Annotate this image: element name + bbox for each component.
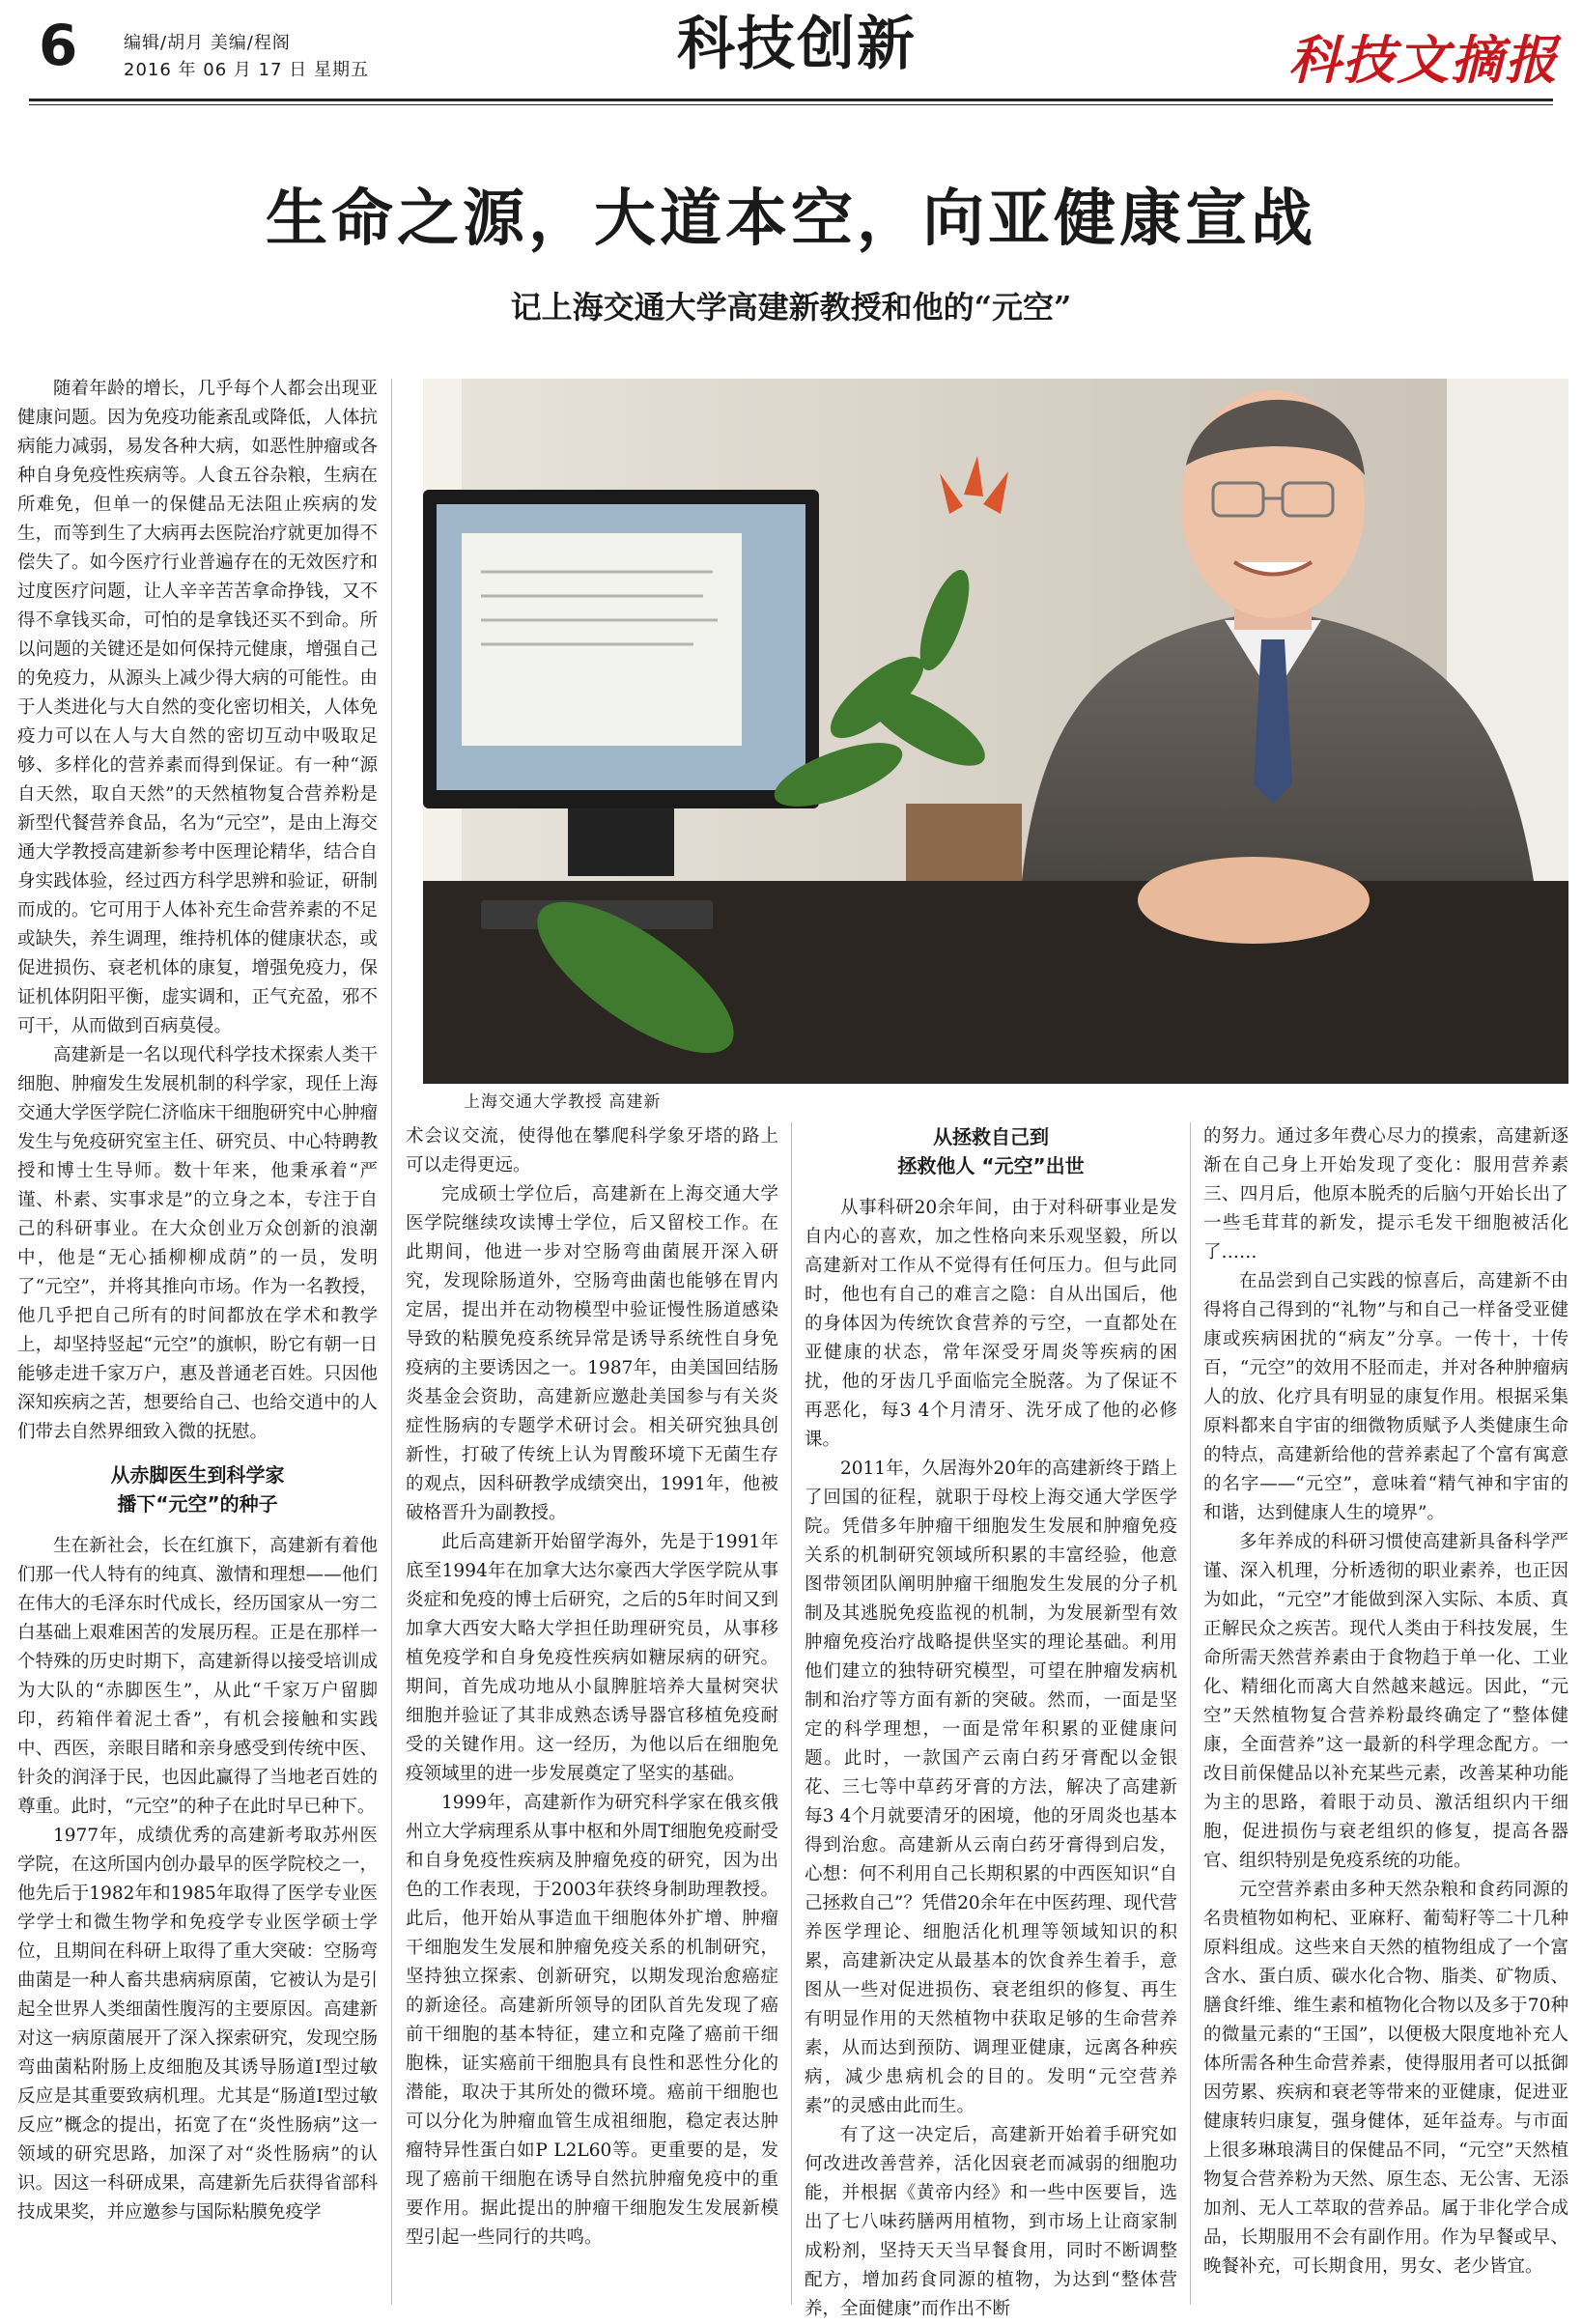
section-title: 科技创新 bbox=[677, 11, 917, 78]
column-divider bbox=[791, 1122, 792, 2305]
photo-caption: 上海交通大学教授 高建新 bbox=[464, 1092, 662, 1112]
article-subheadline: 记上海交通大学高建新教授和他的“元空” bbox=[510, 289, 1072, 326]
section-heading bbox=[17, 1460, 378, 1518]
paragraph: 有了这一决定后，高建新开始着手研究如何改进改善营养，活化因衰老而减弱的细胞功能，并根据《黄帝内经》和一些中医要旨，选出了七八味药膳两用植物，到市场上让商家制成粉剂，坚持天天当早餐食用，同时不断调整配方，增加药食同源的植物，为达到“整体营养，全面健康”而作出不断 bbox=[805, 2125, 1177, 2319]
header-rule bbox=[29, 99, 1553, 101]
header-rule-thin bbox=[29, 104, 1553, 105]
paragraph: 高建新是一名以现代科学技术探索人类干细胞、肿瘤发生发展机制的科学家，现任上海交通大学医学院仁济临床干细胞研究中心肿瘤发生与免疫研究室主任、研究员、中心特聘教授和博士生导师。数十年来，他秉承着“严谨、朴素、实事求是”的立身之本，专注于自己的科研事业。在大众创业万众创新的浪潮中，他是“无心插柳柳成荫”的一员，发明了“元空”，并将其推向市场。作为一名教授，他几乎把自己所有的时间都放在学术和教学上，却坚持竖起“元空”的旗帜，盼它有朝一日能够走进千家万户，惠及普通老百姓。只因他深知疾病之苦，想要给自己、也给交逍中的人们带去自然界细致入微的抚慰。 bbox=[17, 1045, 378, 1442]
article-photo bbox=[423, 379, 1568, 1084]
paragraph: 1999年，高建新作为研究科学家在俄亥俄州立大学病理系从事中枢和外周T细胞免疫耐受和自身免疫性疾病及肿瘤免疫的研究，因为出色的工作表现，于2003年获终身制助理教授。此后，他开始从事造血干细胞体外扩增、肿瘤干细胞发生发展和肿瘤免疫关系的机制研究，坚持独立探索、创新研究，以期发现治愈癌症的新途径。高建新所领导的团队首先发现了癌前干细胞的基本特征，建立和克隆了癌前干细胞株，证实癌前干细胞具有良性和恶性分化的潜能，取决于其所处的微环境。癌前干细胞也可以分化为肿瘤血管生成祖细胞，稳定表达肿瘤特异性蛋白如P L2L60等。更重要的是，发现了癌前干细胞在诱导自然抗肿瘤免疫中的重要作用。据此提出的肿瘤干细胞发生发展新模型引起一些同行的共鸣。 bbox=[406, 1793, 778, 2248]
paragraph: 完成硕士学位后，高建新在上海交通大学医学院继续攻读博士学位，后又留校工作。在此期间，他进一步对空肠弯曲菌展开深入研究，发现除肠道外，空肠弯曲菌也能够在胃内定居，提出并在动物模型中验证慢性肠道感染导致的粘膜免疫系统异常是诱导系统性自身免疫病的主要诱因之一。1987年，由美国回结肠炎基金会资助，高建新应邀赴美国参与有关炎症性肠病的专题学术研讨会。相关研究独具创新性，打破了传统上认为胃酸环境下无菌生存的观点，因科研教学成绩突出，1991年，他被破格晋升为副教授。 bbox=[406, 1184, 778, 1523]
masthead-logo: 科技文摘报 bbox=[1288, 29, 1559, 91]
paragraph: 的努力。通过多年费心尽力的摸索，高建新逐渐在自己身上开始发现了变化：服用营养素三、四月后，他原本脱秃的后脑勺开始长出了一些毛茸茸的新发，提示毛发干细胞被活化了…… bbox=[1203, 1126, 1568, 1262]
article-column-3 bbox=[805, 1122, 1177, 2319]
column-divider bbox=[391, 379, 392, 2305]
page-number: 6 bbox=[39, 13, 78, 78]
section-heading bbox=[805, 1122, 1177, 1180]
paragraph: 多年养成的科研习惯使高建新具备科学严谨、深入机理，分析透彻的职业素养，也正因为如此，“元空”才能做到深入实际、本质、真正解民众之疾苦。现代人类由于科技发展，生命所需天然营养素由于食物趋于单一化、工业化、精细化而离大自然越来越远。因此，“元空”天然植物复合营养粉最终确定了“整体健康，全面营养”这一最新的科学理念配方。一改目前保健品以补充某些元素，改善某种功能为主的思路，着眼于动员、激活组织内干细胞，促进损伤与衰老组织的修复，提高各器官、组织特别是免疫系统的功能。 bbox=[1203, 1532, 1568, 1871]
article-column-4 bbox=[1203, 1122, 1568, 2305]
date-line: 2016 年 06 月 17 日 星期五 bbox=[124, 60, 369, 80]
paragraph: 2011年，久居海外20年的高建新终于踏上了回国的征程，就职于母校上海交通大学医学院。凭借多年肿瘤干细胞发生发展和肿瘤免疫关系的机制研究领域所积累的丰富经验，他意图带领团队阐明肿瘤干细胞发生发展的分子机制及其逃脱免疫监视的机制，为发展新型有效肿瘤免疫治疗战略提供坚实的理论基础。利用他们建立的独特研究模型，可望在肿瘤发病机制和治疗等方面有新的突破。然而，一面是坚定的科学理想，一面是常年积累的亚健康问题。此时，一款国产云南白药牙膏配以金银花、三七等中草药牙膏的方法，解决了高建新每3 4个月就要清牙的困境，他的牙周炎也基本得到治愈。高建新从云南白药牙膏得到启发，心想：何不利用自己长期积累的中西医知识“自己拯救自己”？凭借20余年在中医药理、现代营养医学理论、细胞活化机理等领域知识的积累，高建新决定从最基本的饮食养生着手，意图从一些对促进损伤、衰老组织的修复、再生有明显作用的天然植物中获取足够的生命营养素，从而达到预防、调理亚健康，远离各种疾病，减少患病机会的目的。发明“元空营养素”的灵感由此而生。 bbox=[805, 1459, 1177, 2116]
column-divider bbox=[1190, 1122, 1191, 2305]
editor-line: 编辑/胡月 美编/程阁 bbox=[124, 33, 291, 53]
article-column-2 bbox=[406, 1122, 778, 2305]
article-column-1 bbox=[17, 375, 378, 2305]
paragraph: 随着年龄的增长，几乎每个人都会出现亚健康问题。因为免疫功能紊乱或降低，人体抗病能力减弱，易发各种大病，如恶性肿瘤或各种自身免疫性疾病等。人食五谷杂粮，生病在所难免，但单一的保健品无法阻止疾病的发生，而等到生了大病再去医院治疗就更加得不偿失了。如今医疗行业普遍存在的无效医疗和过度医疗问题，让人辛辛苦苦拿命挣钱，又不得不拿钱买命，可怕的是拿钱还买不到命。所以问题的关键还是如何保持元健康，增强自己的免疫力，从源头上减少得大病的可能性。由于人类进化与大自然的变化密切相关，人体免疫力可以在人与大自然的密切互动中吸取足够、多样化的营养素而得到保证。有一种“源自天然，取自天然”的天然植物复合营养粉是新型代餐营养食品，名为“元空”，是由上海交通大学教授高建新参考中医理论精华，结合自身实践体验，经过西方科学思辨和验证，研制而成的。它可用于人体补充生命营养素的不足或缺失，养生调理，维持机体的健康状态，或促进损伤、衰老机体的康复，增强免疫力，保证机体阴阳平衡，虚实调和，正气充盈，邪不可干，从而做到百病莫侵。 bbox=[17, 379, 378, 1036]
paragraph: 生在新社会，长在红旗下，高建新有着他们那一代人特有的纯真、激情和理想——他们在伟大的毛泽东时代成长，经历国家从一穷二白基础上艰难困苦的发展历程。正是在那样一个特殊的历史时期下，高建新得以接受培训成为大队的“赤脚医生”，从此“千家万户留脚印，药箱伴着泥土香”，有机会接触和实践中、西医，亲眼目睹和亲身感受到传统中医、针灸的润泽于民，也因此赢得了当地老百姓的尊重。此时，“元空”的种子在此时早已种下。 bbox=[17, 1536, 378, 1817]
section-heading-line: 从拯救自己到 bbox=[933, 1125, 1049, 1148]
article-headline: 生命之源，大道本空，向亚健康宣战 bbox=[266, 184, 1316, 255]
paragraph: 从事科研20余年间，由于对科研事业是发自内心的喜欢，加之性格向来乐观坚毅，所以高建新对工作从不觉得有任何压力。但与此同时，他也有自己的难言之隐：自从出国后，他的身体因为传统饮食营养的亏空，一直都处在亚健康的状态，常年深受牙周炎等疾病的困扰，他的牙齿几乎面临完全脱落。为了保证不再恶化，每3 4个月清牙、洗牙成了他的必修课。 bbox=[805, 1198, 1177, 1450]
professor-photo-illustration bbox=[423, 379, 1568, 1084]
section-heading-line: 从赤脚医生到科学家 bbox=[110, 1463, 285, 1487]
paragraph: 此后高建新开始留学海外，先是于1991年底至1994年在加拿大达尔豪西大学医学院从事炎症和免疫的博士后研究，之后的5年时间又到加拿大西安大略大学担任助理研究员，从事移植免疫学和自身免疫性疾病如糖尿病的研究。期间，首先成功地从小鼠脾脏培养大量树突状细胞并验证了其非成熟态诱导器官移植免疫耐受的关键作用。这一经历，为他以后在细胞免疫领域里的进一步发展奠定了坚实的基础。 bbox=[406, 1532, 778, 1784]
paragraph: 元空营养素由多种天然杂粮和食药同源的名贵植物如枸杞、亚麻籽、葡萄籽等二十几种原料组成。这些来自天然的植物组成了一个富含水、蛋白质、碳水化合物、脂类、矿物质、膳食纤维、维生素和植物化合物以及多于70种的微量元素的“王国”，以便极大限度地补充人体所需各种生命营养素，使得服用者可以抵御因劳累、疾病和衰老等带来的亚健康，促进亚健康转归康复，强身健体，延年益寿。与市面上很多琳琅满目的保健品不同，“元空”天然植物复合营养粉为天然、原生态、无公害、无添加剂、无人工萃取的营养品。属于非化学合成品，长期服用不会有副作用。作为早餐或早、晚餐补充，可长期食用，男女、老少皆宜。 bbox=[1203, 1880, 1568, 2277]
paragraph: 在品尝到自己实践的惊喜后，高建新不由得将自己得到的“礼物”与和自己一样备受亚健康或疾病困扰的“病友”分享。一传十，十传百，“元空”的效用不胫而走，并对各种肿瘤病人的放、化疗具有明显的康复作用。根据采集原料都来自宇宙的细微物质赋予人类健康生命的特点，高建新给他的营养素起了个富有寓意的名字——“元空”，意味着“精气神和宇宙的和谐，达到健康人生的境界”。 bbox=[1203, 1271, 1568, 1523]
section-heading-line: 拯救他人 “元空”出世 bbox=[897, 1154, 1085, 1177]
section-heading-line: 播下“元空”的种子 bbox=[117, 1492, 278, 1516]
paragraph: 术会议交流，使得他在攀爬科学象牙塔的路上可以走得更远。 bbox=[406, 1126, 778, 1176]
paragraph: 1977年，成绩优秀的高建新考取苏州医学院，在这所国内创办最早的医学院校之一，他先后于1982年和1985年取得了医学专业医学学士和微生物学和免疫学专业医学硕士学位，且期间在科研上取得了重大突破：空肠弯曲菌是一种人畜共患病病原菌，它被认为是引起全世界人类细菌性腹泻的主要原因。高建新对这一病原菌展开了深入探索研究，发现空肠弯曲菌粘附肠上皮细胞及其诱导肠道Ⅰ型过敏反应是其重要致病机理。尤其是“肠道Ⅰ型过敏反应”概念的提出，拓宽了在“炎性肠病”这一领域的研究思路，加深了对“炎性肠病”的认识。因这一科研成果，高建新先后获得省部科技成果奖，并应邀参与国际粘膜免疫学 bbox=[17, 1826, 378, 2223]
